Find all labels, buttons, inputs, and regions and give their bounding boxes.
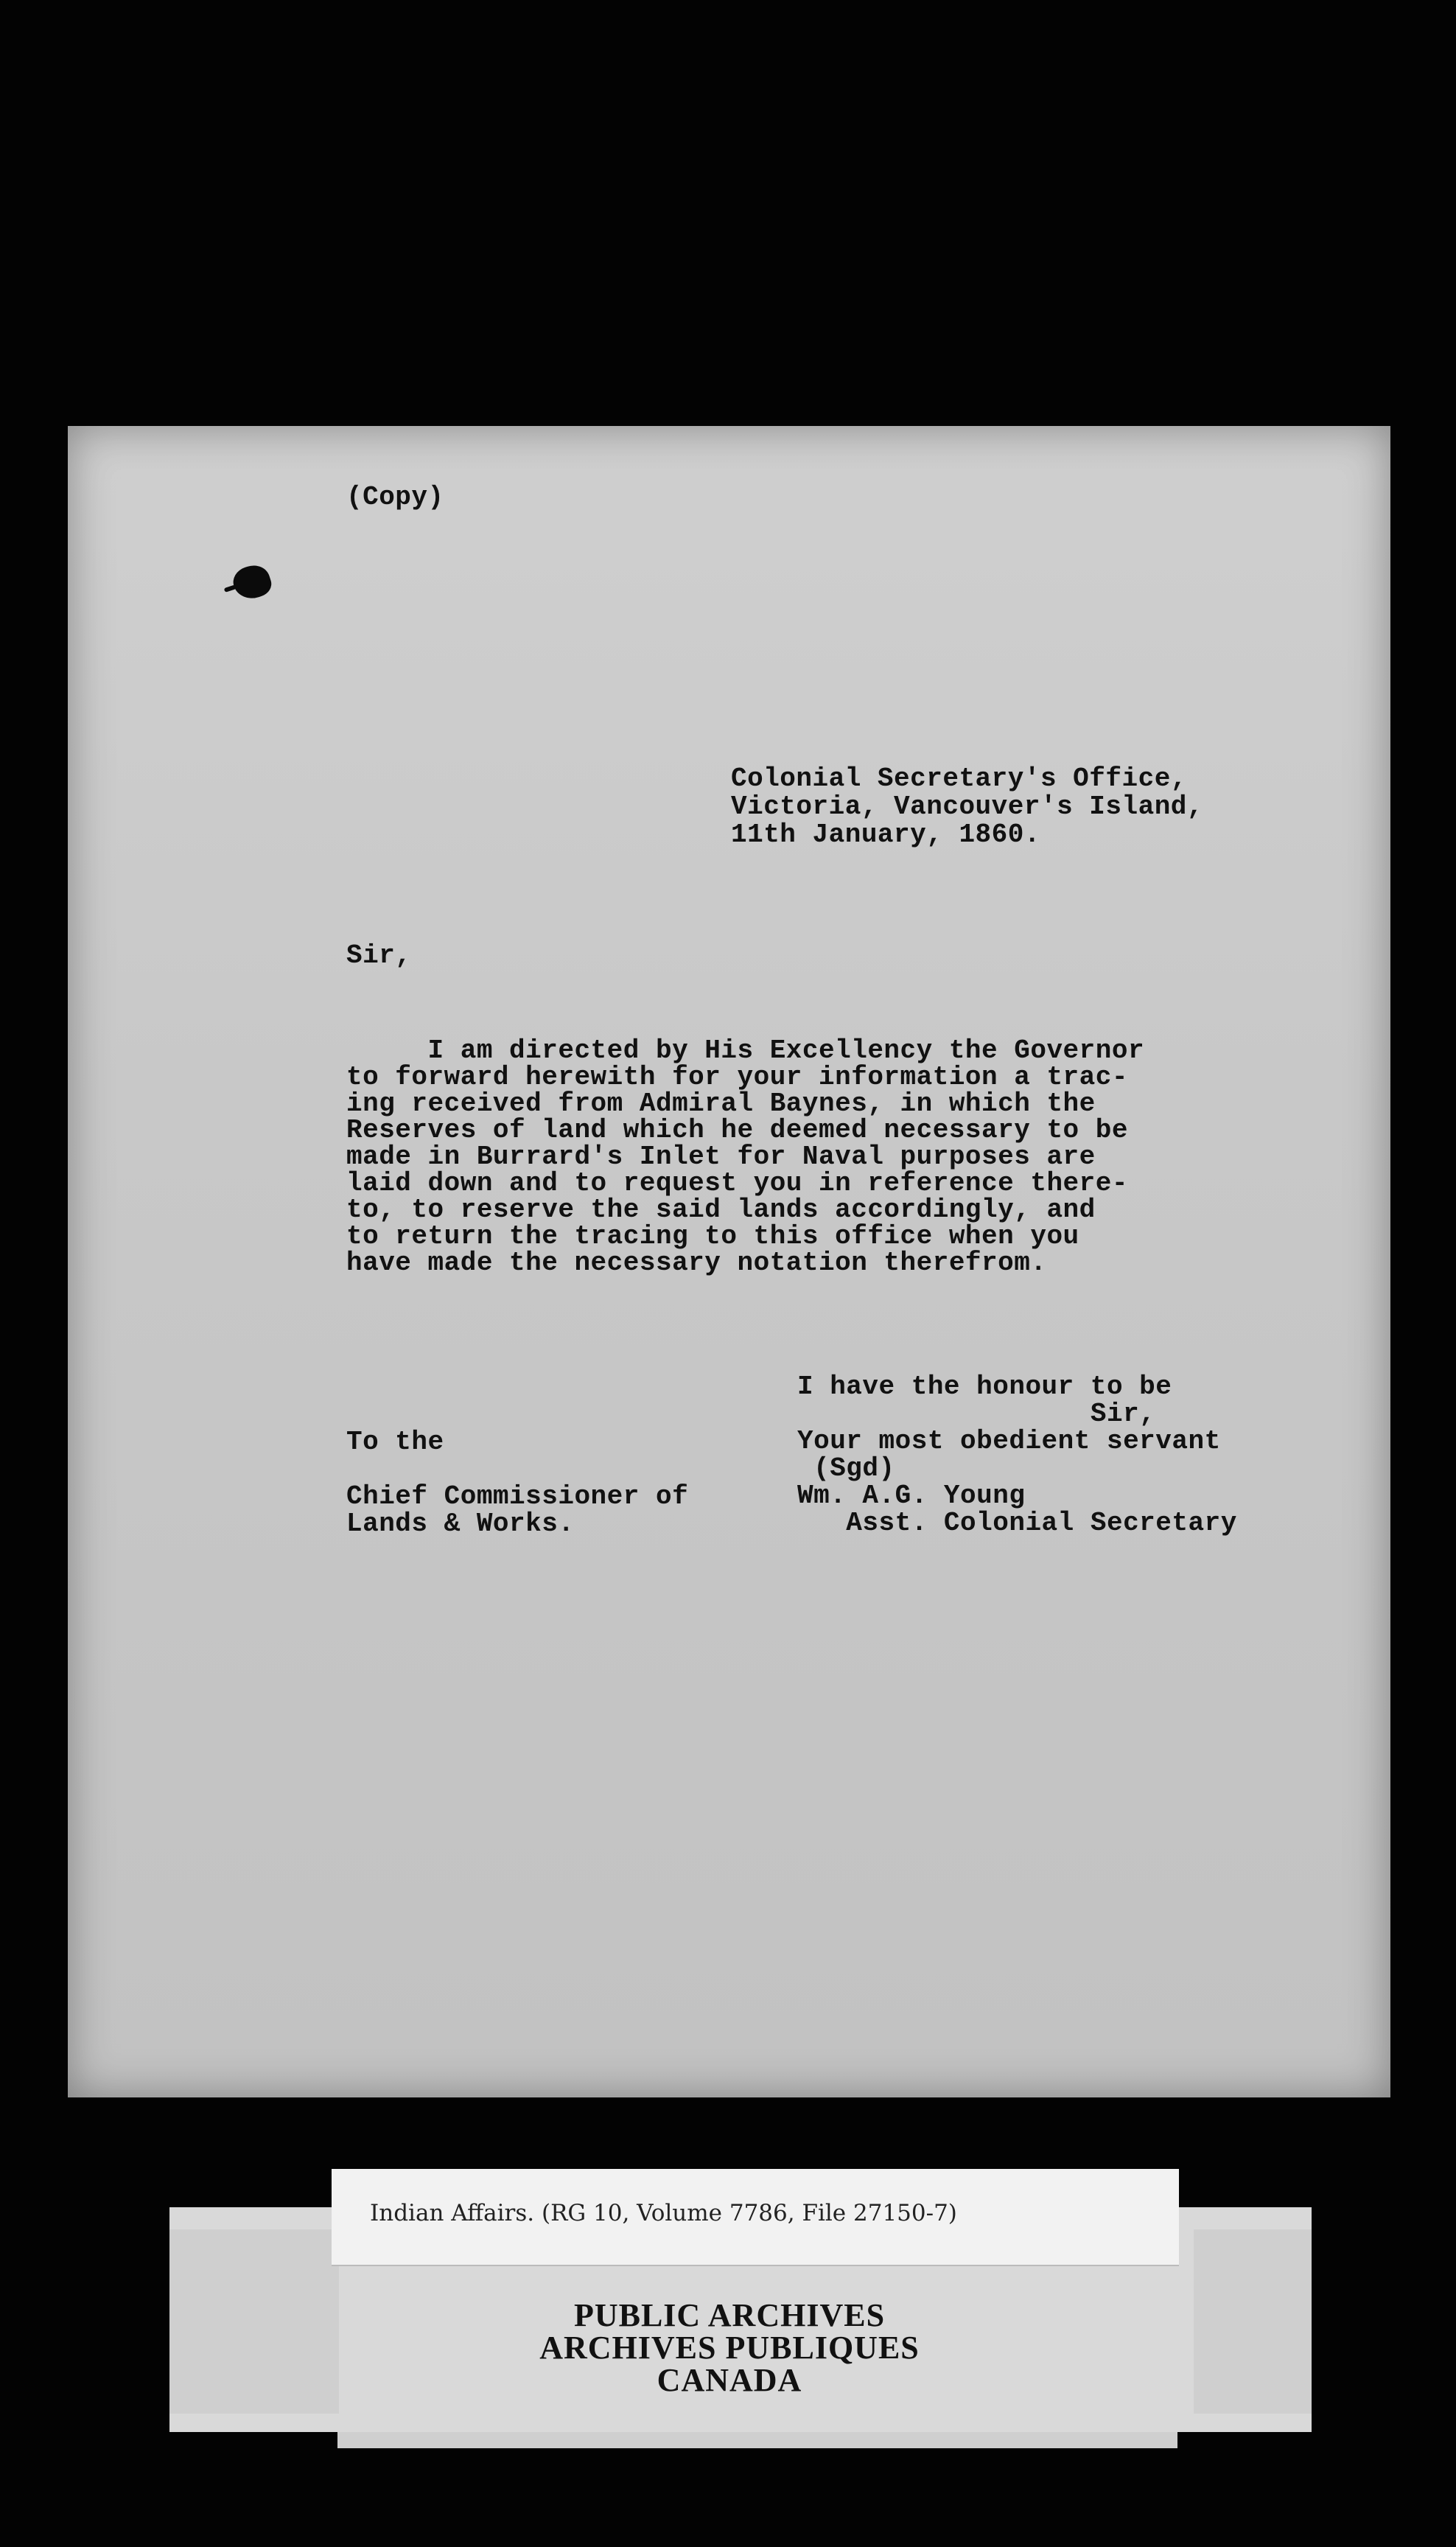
archive-reference-label bbox=[332, 2169, 1179, 2265]
letter-page bbox=[68, 426, 1390, 2097]
addressee-block bbox=[346, 1428, 688, 1537]
closing-line: (Sgd) bbox=[797, 1453, 895, 1484]
body-line: laid down and to request you in reference there- bbox=[346, 1168, 1128, 1198]
body-line: ing received from Admiral Baynes, in which the bbox=[346, 1089, 1096, 1119]
addressee-line: Lands & Works. bbox=[346, 1509, 575, 1539]
body-line: to forward herewith for your information a trac- bbox=[346, 1062, 1128, 1092]
archives-stamp bbox=[413, 2299, 1046, 2397]
closing-line: I have the honour to be bbox=[797, 1372, 1172, 1402]
letter-body bbox=[346, 1035, 1145, 1278]
sender-address-line: Victoria, Vancouver's Island, bbox=[731, 792, 1204, 822]
archive-card-left-tab bbox=[169, 2229, 339, 2414]
copy-mark: (Copy) bbox=[346, 482, 444, 512]
letter-closing bbox=[797, 1373, 1237, 1537]
signature-title: Asst. Colonial Secretary bbox=[797, 1508, 1237, 1538]
ink-blot-mark bbox=[229, 561, 274, 603]
body-line: to return the tracing to this office when you bbox=[346, 1221, 1079, 1251]
archives-stamp-line: ARCHIVES PUBLIQUES bbox=[539, 2330, 920, 2366]
signature-name: Wm. A.G. Young bbox=[797, 1481, 1026, 1511]
body-line: I am directed by His Excellency the Governor bbox=[346, 1035, 1145, 1066]
body-line: to, to reserve the said lands accordingly, and bbox=[346, 1195, 1096, 1225]
body-line: Reserves of land which he deemed necessary to be bbox=[346, 1115, 1128, 1145]
archive-card-right-tab bbox=[1194, 2229, 1312, 2414]
sender-address bbox=[731, 765, 1203, 849]
archive-reference-text: Indian Affairs. (RG 10, Volume 7786, File 27150-7) bbox=[370, 2200, 957, 2226]
body-line: made in Burrard's Inlet for Naval purposes are bbox=[346, 1142, 1096, 1172]
archive-card-bottom-strip bbox=[337, 2432, 1177, 2448]
archives-stamp-line: CANADA bbox=[657, 2362, 802, 2398]
addressee-line: Chief Commissioner of bbox=[346, 1481, 689, 1512]
sender-address-line: 11th January, 1860. bbox=[731, 820, 1040, 850]
closing-line: Your most obedient servant bbox=[797, 1426, 1221, 1456]
archives-stamp-line: PUBLIC ARCHIVES bbox=[573, 2297, 886, 2333]
addressee-line: To the bbox=[346, 1427, 444, 1457]
sender-address-line: Colonial Secretary's Office, bbox=[731, 764, 1187, 794]
closing-line: Sir, bbox=[797, 1399, 1156, 1429]
body-line: have made the necessary notation therefrom. bbox=[346, 1248, 1047, 1278]
salutation: Sir, bbox=[346, 940, 412, 971]
